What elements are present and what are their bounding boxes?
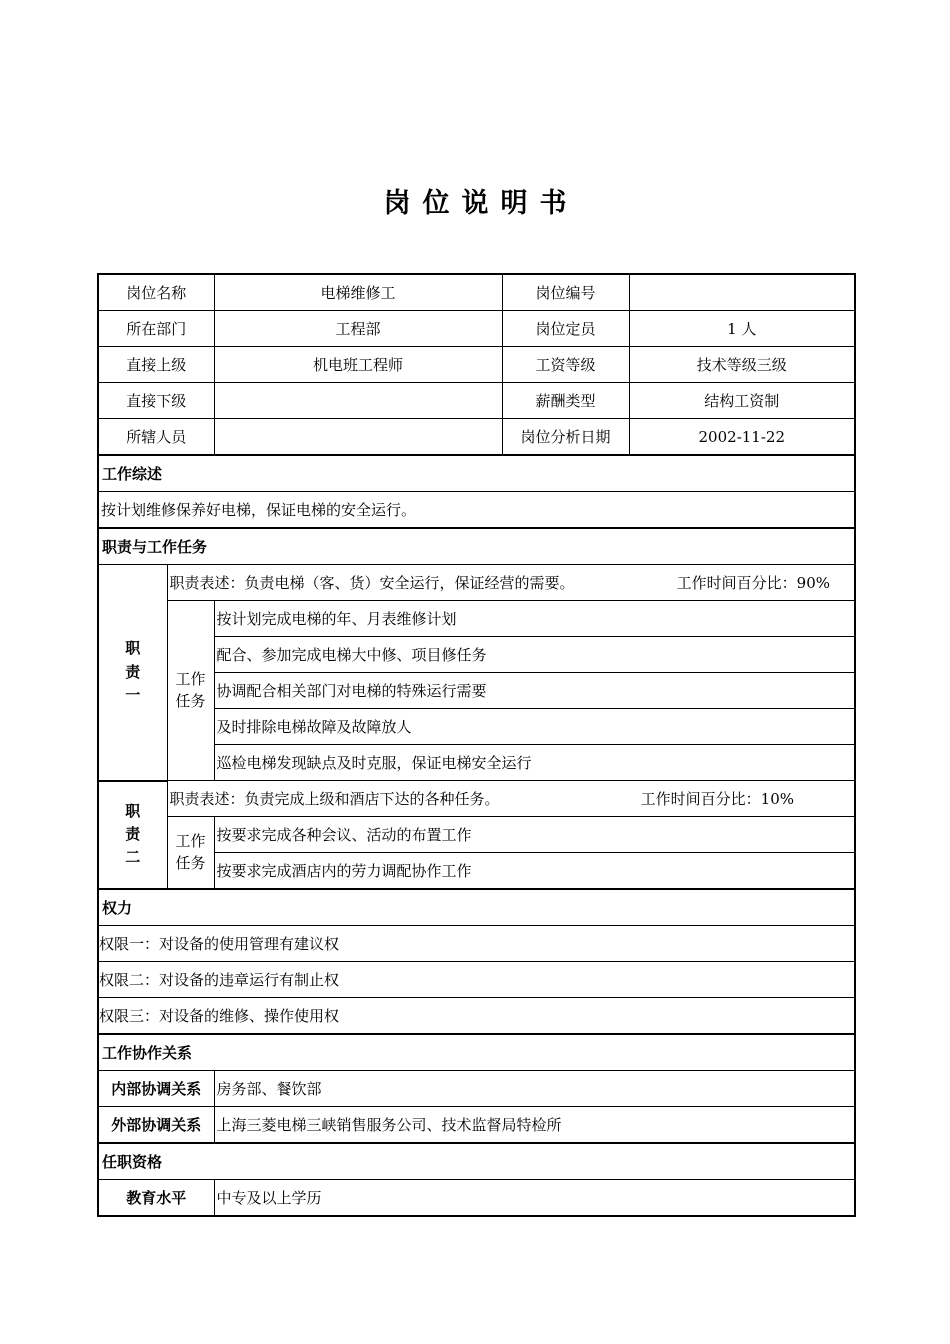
duty-one-task: 协调配合相关部门对电梯的特殊运行需要: [214, 673, 855, 709]
duty-two-task: 按要求完成酒店内的劳力调配协作工作: [214, 853, 855, 890]
job-description-table: [97, 273, 856, 1217]
duty-two-description: [167, 781, 855, 817]
section-header: [98, 1034, 855, 1071]
section-header: [98, 528, 855, 565]
duty-one-label: 职 责 一: [98, 565, 167, 781]
external-relations-value: 上海三菱电梯三峡销售服务公司、技术监督局特检所: [214, 1107, 855, 1144]
duty-one-task: 巡检电梯发现缺点及时克服，保证电梯安全运行: [214, 745, 855, 781]
page-title: 岗位说明书: [383, 188, 579, 219]
relations-heading: 工作协作关系: [98, 1034, 855, 1071]
label-salary-grade: 工资等级: [502, 347, 629, 383]
value-analysis-date: 2002-11-22: [629, 419, 855, 456]
duties-heading: 职责与工作任务: [98, 528, 855, 565]
label-analysis-date: 岗位分析日期: [502, 419, 629, 456]
value-position-name: 电梯维修工: [214, 274, 502, 311]
summary-text: 按计划维修保养好电梯，保证电梯的安全运行。: [98, 492, 855, 529]
label-pay-type: 薪酬类型: [502, 383, 629, 419]
duty-one-task: 按计划完成电梯的年、月表维修计划: [214, 601, 855, 637]
duty-one-description: [167, 565, 855, 601]
duty-one-task-label: 工作 任务: [167, 601, 214, 781]
internal-relations-value: 房务部、餐饮部: [214, 1071, 855, 1107]
label-position-name: 岗位名称: [98, 274, 214, 311]
label-supervisor: 直接上级: [98, 347, 214, 383]
qualifications-heading: 任职资格: [98, 1143, 855, 1180]
duty-one-task: 及时排除电梯故障及故障放人: [214, 709, 855, 745]
label-position-code: 岗位编号: [502, 274, 629, 311]
value-subordinate: [214, 383, 502, 419]
value-department: 工程部: [214, 311, 502, 347]
label-headcount: 岗位定员: [502, 311, 629, 347]
section-header: [98, 1143, 855, 1180]
education-value: 中专及以上学历: [214, 1180, 855, 1217]
label-staff: 所辖人员: [98, 419, 214, 456]
duty-two-task-label: 工作 任务: [167, 817, 214, 890]
info-row: [98, 383, 855, 419]
info-row: [98, 347, 855, 383]
duty-two-time-ratio: 工作时间百分比：10%: [640, 789, 795, 808]
authority-item: 权限二：对设备的违章运行有制止权: [98, 962, 855, 998]
info-row: [98, 419, 855, 456]
duty-one-desc-text: 职责表述：负责电梯（客、货）安全运行，保证经营的需要。: [169, 573, 575, 592]
section-header: [98, 889, 855, 926]
external-relations-label: 外部协调关系: [98, 1107, 214, 1144]
duty-two-desc-text: 职责表述：负责完成上级和酒店下达的各种任务。: [169, 789, 500, 808]
internal-relations-label: 内部协调关系: [98, 1071, 214, 1107]
authority-item: 权限一：对设备的使用管理有建议权: [98, 926, 855, 962]
education-label: 教育水平: [98, 1180, 214, 1217]
value-headcount: 1 人: [629, 311, 855, 347]
duty-two-label: 职 责 二: [98, 781, 167, 890]
section-header: [98, 455, 855, 492]
value-staff: [214, 419, 502, 456]
duty-one-task: 配合、参加完成电梯大中修、项目修任务: [214, 637, 855, 673]
authority-item: 权限三：对设备的维修、操作使用权: [98, 998, 855, 1035]
label-department: 所在部门: [98, 311, 214, 347]
duty-two-task: 按要求完成各种会议、活动的布置工作: [214, 817, 855, 853]
value-salary-grade: 技术等级三级: [629, 347, 855, 383]
info-row: [98, 274, 855, 311]
label-subordinate: 直接下级: [98, 383, 214, 419]
info-row: [98, 311, 855, 347]
value-position-code: [629, 274, 855, 311]
value-supervisor: 机电班工程师: [214, 347, 502, 383]
value-pay-type: 结构工资制: [629, 383, 855, 419]
summary-heading: 工作综述: [98, 455, 855, 492]
authority-heading: 权力: [98, 889, 855, 926]
duty-one-time-ratio: 工作时间百分比：90%: [676, 573, 831, 592]
